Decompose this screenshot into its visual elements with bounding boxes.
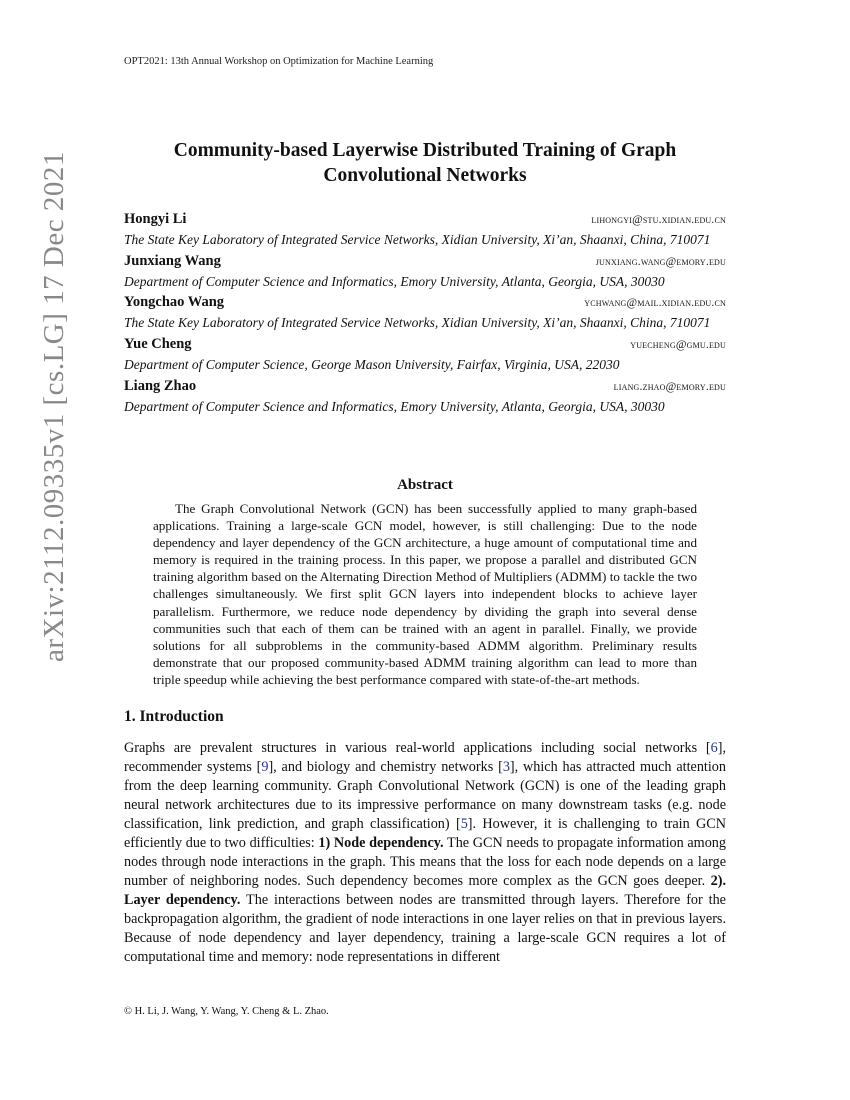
author-block [124, 211, 726, 248]
intro-text: ], which has attracted much attention from the deep learning community. Graph Convolutional Network (GCN) is one of the leading graph neural network architectures due to its impressive performance on many downstream tasks (e.g. node classification, link prediction, and graph classification) [ [124, 759, 726, 832]
author-name: Hongyi Li [124, 211, 187, 227]
intro-bold-term: 1) Node dependency. [318, 835, 444, 851]
author-affiliation: Department of Computer Science, George Mason University, Fairfax, Virginia, USA, 22030 [124, 357, 620, 372]
conference-header: OPT2021: 13th Annual Workshop on Optimization for Machine Learning [124, 56, 434, 67]
citation-link[interactable]: 9 [261, 759, 269, 775]
paper-title [124, 138, 726, 188]
copyright-footer: © H. Li, J. Wang, Y. Wang, Y. Cheng & L. Zhao. [124, 1006, 329, 1017]
abstract-heading: Abstract [397, 477, 453, 493]
author-affiliation: The State Key Laboratory of Integrated Service Networks, Xidian University, Xi’an, Shaanxi, China, 710071 [124, 232, 711, 247]
citation-link[interactable]: 3 [502, 759, 510, 775]
author-block [124, 294, 726, 331]
author-affiliation: Department of Computer Science and Informatics, Emory University, Atlanta, Georgia, USA, 30030 [124, 274, 665, 289]
citation-link[interactable]: 6 [710, 740, 718, 756]
title-line-1: Community-based Layerwise Distributed Training of Graph [173, 140, 677, 161]
author-email[interactable]: liang.zhao@emory.edu [613, 381, 726, 393]
section-heading-introduction: 1. Introduction [124, 708, 224, 725]
intro-bold-term: 2). Layer dependency. [124, 873, 726, 908]
intro-text: ]. However, it is challenging to train GCN efficiently due to two difficulties: [124, 816, 726, 851]
author-block [124, 378, 726, 415]
intro-text: The GCN needs to propagate information among nodes through node interactions in the graph. This means that the loss for each node depends on a large number of neighboring nodes. Such dependency becomes more complex as the GCN goes deeper. [124, 835, 726, 889]
intro-text: ], recommender systems [ [124, 740, 726, 775]
abstract-text: The Graph Convolutional Network (GCN) has been successfully applied to many graph-based applications. Training a large-scale GCN model, however, is still challenging: Due to the node dependency and layer dependency of the GCN architecture, a huge amount of computational time and memory is required in the training process. In this paper, we propose a parallel and distributed GCN training algorithm based on the Alternating Direction Method of Multipliers (ADMM) to tackle the two challenges simultaneously. We first split GCN layers into independent blocks to achieve layer parallelism. Furthermore, we reduce node dependency by dividing the graph into several dense communities such that each of them can be trained with an agent in parallel. Finally, we provide solutions for all subproblems in the community-based ADMM algorithm. Preliminary results demonstrate that our proposed community-based ADMM training algorithm can lead to more than triple speedup while achieving the best performance compared with state-of-the-art methods. [153, 501, 697, 687]
arxiv-identifier[interactable]: arXiv:2112.09335v1 [cs.LG] 17 Dec 2021 [38, 151, 70, 662]
author-email[interactable]: junxiang.wang@emory.edu [595, 256, 726, 268]
author-name: Liang Zhao [124, 378, 197, 394]
author-email[interactable]: ychwang@mail.xidian.edu.cn [584, 297, 726, 309]
citation-link[interactable]: 5 [460, 816, 468, 832]
author-name: Yongchao Wang [124, 294, 225, 310]
intro-text: The interactions between nodes are transmitted through layers. Therefore for the backpropagation algorithm, the gradient of node interactions in one layer relies on that in previous layers. Because of node dependency and layer dependency, training a large-scale GCN requires a lot of computational time and memory: node representations in different [124, 892, 726, 965]
title-line-2: Convolutional Networks [323, 165, 527, 186]
author-block [124, 253, 726, 290]
author-email[interactable]: lihongyi@stu.xidian.edu.cn [591, 214, 726, 226]
author-affiliation: The State Key Laboratory of Integrated Service Networks, Xidian University, Xi’an, Shaanxi, China, 710071 [124, 315, 711, 330]
intro-text: ], and biology and chemistry networks [ [268, 759, 503, 775]
author-name: Junxiang Wang [124, 253, 221, 269]
author-name: Yue Cheng [124, 336, 192, 352]
introduction-paragraph [124, 739, 726, 967]
author-affiliation: Department of Computer Science and Informatics, Emory University, Atlanta, Georgia, USA, 30030 [124, 399, 665, 414]
author-email[interactable]: yuecheng@gmu.edu [630, 339, 726, 351]
intro-text: Graphs are prevalent structures in various real-world applications including social networks [ [124, 740, 711, 756]
author-block [124, 336, 726, 373]
